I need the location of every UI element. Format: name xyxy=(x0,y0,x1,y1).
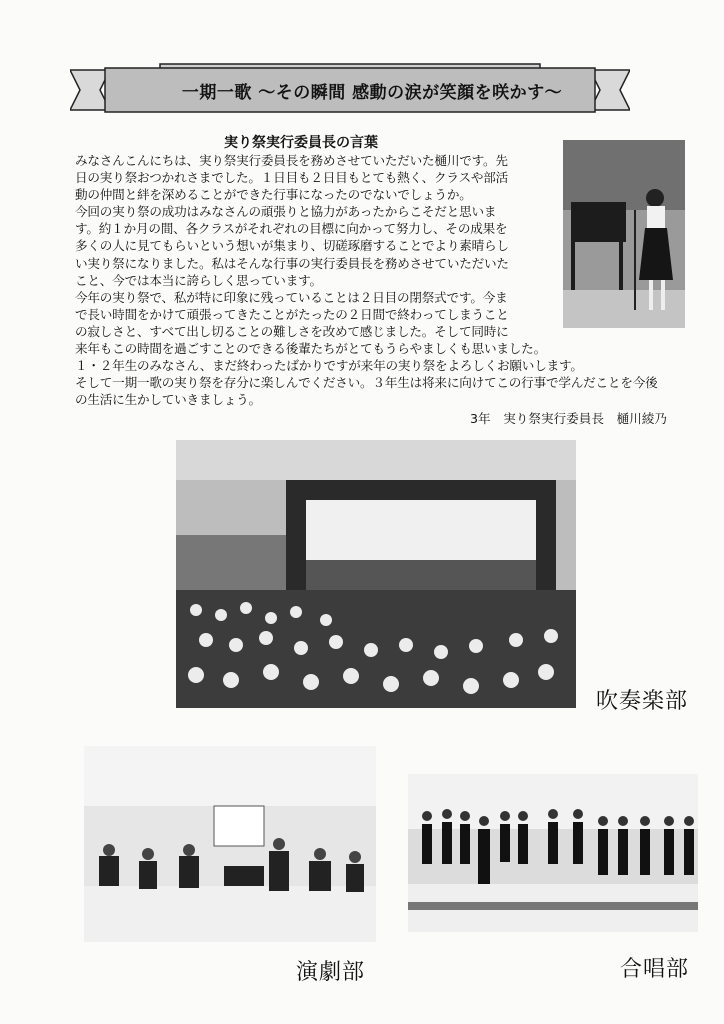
article-body xyxy=(75,152,715,408)
band-photo xyxy=(176,440,576,708)
body-line: １・２年生のみなさん、まだ終わったばかりですが来年の実り祭をよろしくお願いします。 xyxy=(75,358,583,374)
drama-caption: 演劇部 xyxy=(296,960,366,985)
article-signature: 3年 実り祭実行委員長 樋川綾乃 xyxy=(470,411,667,426)
body-line: そして一期一歌の実り祭を存分に楽しんでください。３年生は将来に向けてこの行事で学んだことを今後 xyxy=(75,375,658,391)
header-banner xyxy=(70,62,630,118)
body-line: い実り祭になりました。私はそんな行事の実行委員長を務めさせていただいた xyxy=(75,255,509,271)
body-line: 今回の実り祭の成功はみなさんの頑張りと協力があったからこそだと思いま xyxy=(75,204,497,220)
body-line: 動の仲間と絆を深めることができた行事になったのでないでしょうか。 xyxy=(75,187,472,203)
body-line: の寂しさと、すべて出し切ることの難しさを改めて感じました。そして同時に xyxy=(75,323,509,339)
chorus-photo xyxy=(408,774,698,932)
banner-title: 一期一歌 ～その瞬間 感動の涙が笑顔を咲かす～ xyxy=(181,83,563,103)
band-caption: 吹奏楽部 xyxy=(596,689,689,714)
body-line: みなさんこんにちは、実り祭実行委員長を務めさせていただいた樋川です。先 xyxy=(75,153,508,168)
body-line: 日の実り祭おつかれさまでした。１日目も２日目もとても熱く、クラスや部活 xyxy=(75,170,509,186)
body-line: す。約１か月の間、各クラスがそれぞれの目標に向かって努力し、その成果を xyxy=(75,221,508,237)
drama-photo xyxy=(84,746,376,942)
chorus-caption: 合唱部 xyxy=(620,957,690,982)
body-line: 多くの人に見てもらいという想いが集まり、切磋琢磨することでより素晴らし xyxy=(75,238,509,254)
body-line: こと、今では本当に誇らしく思っています。 xyxy=(75,272,322,288)
body-line: で長い時間をかけて頑張ってきたことがたったの２日間で終わってしまうこと xyxy=(75,306,509,322)
body-line: 来年もこの時間を過ごすことのできる後輩たちがとてもうらやましくも思いました。 xyxy=(75,341,546,357)
article-title: 実り祭実行委員長の言葉 xyxy=(224,135,378,151)
body-line: 今年の実り祭で、私が特に印象に残っていることは２日目の閉祭式です。今ま xyxy=(75,289,508,305)
body-line: の生活に生かしていきましょう。 xyxy=(75,392,261,408)
